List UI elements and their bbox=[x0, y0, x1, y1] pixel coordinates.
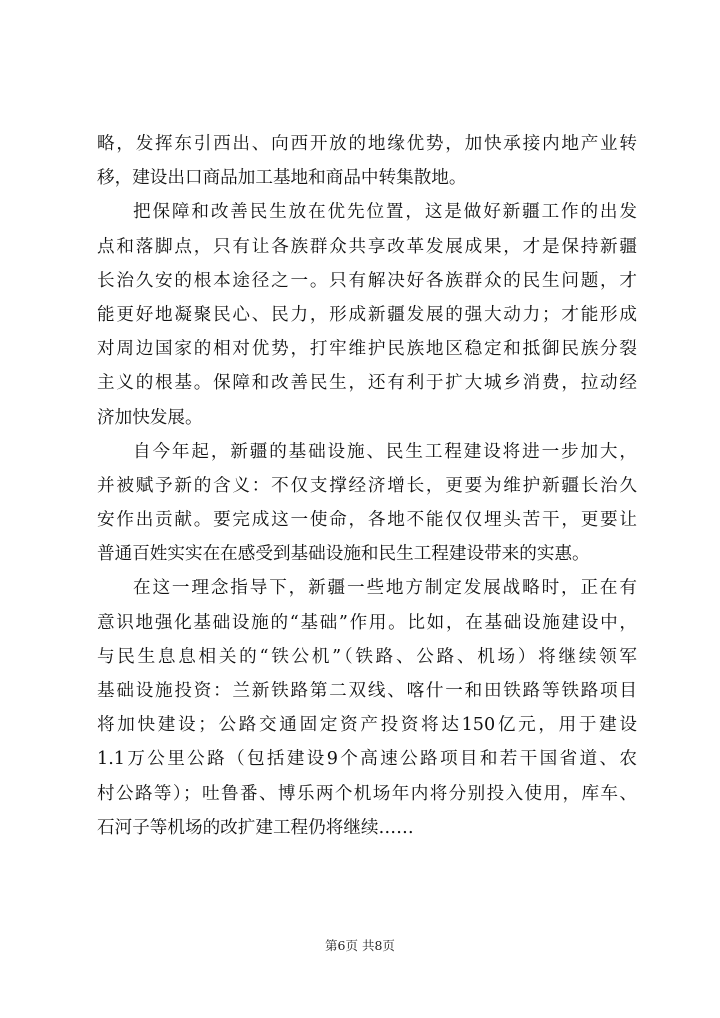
text-line: 基础设施投资：兰新铁路第二双线、喀什一和田铁路等铁路项目 bbox=[97, 681, 637, 701]
text-line: 自今年起，新疆的基础设施、民生工程建设将进一步加大， bbox=[133, 441, 637, 462]
text-line: 安作出贡献。要完成这一使命，各地不能仅仅埋头苦干，更要让 bbox=[97, 510, 637, 531]
text-line: 普通百姓实实在在感受到基础设施和民生工程建设带来的实惠。 bbox=[97, 544, 590, 565]
text-line: 略，发挥东引西出、向西开放的地缘优势，加快承接内地产业转 bbox=[97, 134, 637, 154]
text-line: 1.1万公里公路（包括建设9个高速公路项目和若干国省道、农 bbox=[97, 749, 637, 770]
text-line: 把保障和改善民生放在优先位置，这是做好新疆工作的出发 bbox=[133, 202, 637, 223]
text-line: 对周边国家的相对优势，打牢维护民族地区稳定和抵御民族分裂 bbox=[97, 339, 637, 360]
body-text bbox=[97, 127, 637, 845]
text-line: 能更好地凝聚民心、民力，形成新疆发展的强大动力；才能形成 bbox=[97, 304, 637, 325]
text-line: 意识地强化基础设施的“基础”作用。比如，在基础设施建设中， bbox=[97, 612, 637, 633]
text-line: 在这一理念指导下，新疆一些地方制定发展战略时，正在有 bbox=[133, 578, 637, 599]
text-line: 与民生息息相关的“铁公机”（铁路、公路、机场）将继续领军 bbox=[97, 646, 637, 667]
text-line: 长治久安的根本途径之一。只有解决好各族群众的民生问题，才 bbox=[97, 270, 637, 291]
text-line: 并被赋予新的含义：不仅支撑经济增长，更要为维护新疆长治久 bbox=[97, 475, 637, 496]
text-line: 点和落脚点，只有让各族群众共享改革发展成果，才是保持新疆 bbox=[97, 236, 637, 257]
text-line: 济加快发展。 bbox=[97, 407, 203, 428]
text-line: 石河子等机场的改扩建工程仍将继续…… bbox=[97, 817, 414, 838]
text-line: 将加快建设；公路交通固定资产投资将达150亿元，用于建设 bbox=[97, 715, 637, 736]
text-line: 主义的根基。保障和改善民生，还有利于扩大城乡消费，拉动经 bbox=[97, 373, 637, 394]
page-footer: 第6页 共8页 bbox=[325, 938, 395, 953]
text-line: 村公路等）；吐鲁番、博乐两个机场年内将分别投入使用，库车、 bbox=[97, 783, 637, 804]
text-line: 移，建设出口商品加工基地和商品中转集散地。 bbox=[97, 168, 467, 189]
